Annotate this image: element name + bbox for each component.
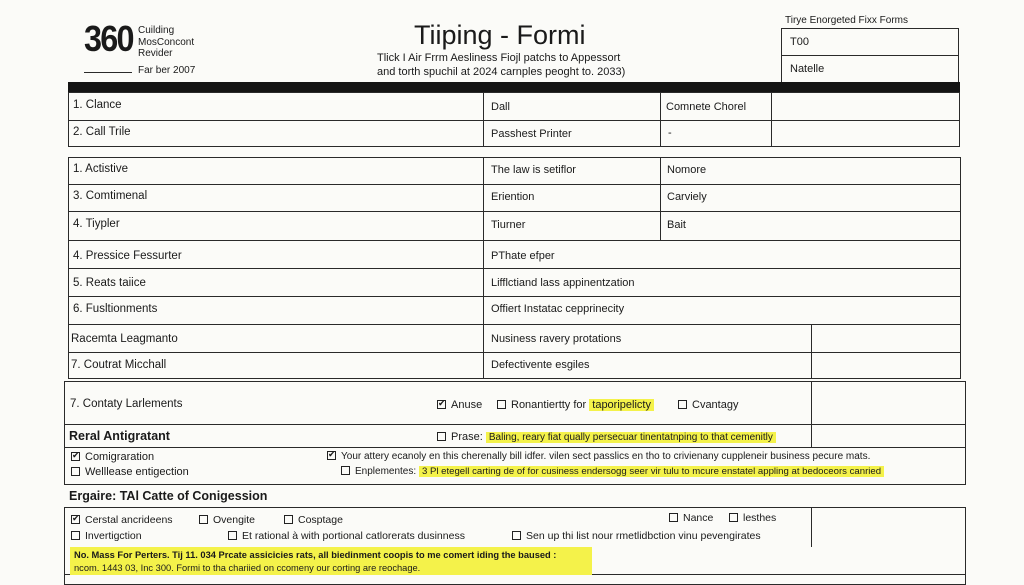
anuse-label: Anuse: [451, 399, 483, 411]
your-attery-label: Your attery ecanoly en this cherenally bill idfer. vilen sect passlics en tho to crivienany cuppleneir business pecure mats.: [341, 451, 871, 462]
s2-row-3-right[interactable]: Bait: [667, 219, 686, 231]
s1-r1-label: 1. Clance: [73, 99, 122, 111]
s3-row-3-check-1[interactable]: [71, 451, 154, 463]
taporipelicty-highlight: taporipelicty: [589, 399, 654, 411]
s2-row-1-right[interactable]: Nomore: [667, 164, 707, 176]
s3-row-1-label: 7. Contaty Larlements: [70, 398, 183, 410]
header-right-value-2[interactable]: Natelle: [790, 63, 825, 75]
page-title: Tiiping - Formi: [414, 20, 586, 50]
invertigction-label: Invertigction: [85, 530, 142, 542]
s4-col-1: [811, 507, 812, 547]
cerstal-checkbox[interactable]: [71, 515, 80, 524]
s2-row-1-mid[interactable]: The law is setiflor: [491, 164, 576, 176]
s2-div-2: [68, 211, 961, 212]
enplementes-checkbox[interactable]: [341, 466, 350, 475]
s1-r1-mid[interactable]: Dall: [491, 101, 510, 113]
signature-line: [84, 72, 132, 73]
sen-up-checkbox[interactable]: [512, 531, 521, 540]
s4-check-1[interactable]: [71, 514, 173, 526]
s2-row-5-label: 5. Reats taiice: [73, 277, 146, 289]
cvantagy-checkbox[interactable]: [678, 400, 687, 409]
page-subtitle-1: Tlick I Air Frrm Aesliness Fiojl patchs to Appessort: [377, 52, 621, 64]
s1-r1-right[interactable]: Comnete Chorel: [666, 101, 747, 113]
nance-label: Nance: [683, 512, 714, 524]
s2-row-3-mid[interactable]: Tiurner: [491, 219, 526, 231]
invertigction-checkbox[interactable]: [71, 531, 80, 540]
footer-line-1: No. Mass For Perters. Tij 11. 034 Prcate assicicies rats, all biedinment coopis to me comert iding the baused :: [74, 550, 557, 560]
header-right-title: Tirye Enorgeted Fixx Forms: [785, 15, 908, 26]
s1-col-1: [483, 92, 484, 147]
s1-r2-right[interactable]: -: [668, 127, 672, 139]
s3-row-2-check[interactable]: [437, 431, 776, 443]
s3-row-3-check-2[interactable]: [71, 466, 189, 478]
s2-row-3-label: 4. Tiypler: [73, 218, 120, 230]
cerstal-label: Cerstal ancrideens: [85, 514, 173, 526]
cosptage-label: Cosptage: [298, 514, 343, 526]
s2-row-8-mid[interactable]: Defectivente esgiles: [491, 359, 590, 371]
prase-label: Prase:: [451, 431, 483, 443]
s2-row-7-mid[interactable]: Nusiness ravery protations: [491, 333, 622, 345]
header-left-note: Far ber 2007: [138, 65, 196, 76]
ronantiertty-label: Ronantiertty for: [511, 399, 587, 411]
comigraration-checkbox[interactable]: [71, 452, 80, 461]
s2-row-8-label: 7. Coutrat Micchall: [71, 359, 167, 371]
s4-heading: Ergaire: TAl Catte of Conigession: [69, 489, 268, 503]
sen-up-label: Sen up thi list nour rmetlidbction vinu pevengirates: [526, 530, 761, 542]
s1-r2-mid[interactable]: Passhest Printer: [491, 128, 572, 140]
s3-div-1: [64, 424, 966, 425]
s4-check-8[interactable]: [512, 530, 761, 542]
cosptage-checkbox[interactable]: [284, 515, 293, 524]
logo-line-3: Revider: [138, 48, 173, 59]
s4-check-3[interactable]: [284, 514, 343, 526]
s2-row-2-mid[interactable]: Eriention: [491, 191, 535, 203]
enplementes-label: Enplementes:: [355, 466, 417, 477]
s3-row-1-check-b[interactable]: [497, 399, 654, 411]
enplementes-highlight: 3 Pl etegell carting de of for cusiness endersogg seer vir tulu to mcure enstatel appling at bedoceors canried: [419, 466, 884, 477]
s4-check-4[interactable]: [669, 512, 713, 524]
s2-row-7-label: Racemta Leagmanto: [71, 333, 178, 345]
rational-label: Et rational à with portional catlorerats dusinness: [242, 530, 465, 542]
s2-col-3: [811, 324, 812, 379]
s4-check-6[interactable]: [71, 530, 142, 542]
s2-div-3: [68, 240, 961, 241]
s1-row-divider: [68, 120, 960, 121]
s1-col-3: [771, 92, 772, 147]
footer-line-2: ncom. 1443 03, Inc 300. Formi to tha chariied on ccomeny our corting are reochage.: [74, 563, 421, 573]
s1-r2-label: 2. Call Trile: [73, 126, 131, 138]
ovengite-label: Ovengite: [213, 514, 256, 526]
page-subtitle-2: and torth spuchil at 2024 carnples peoght to. 2033): [377, 66, 626, 78]
rational-checkbox[interactable]: [228, 531, 237, 540]
s2-div-4: [68, 268, 961, 269]
your-attery-checkbox[interactable]: [327, 451, 336, 460]
s2-row-2-label: 3. Comtimenal: [73, 190, 148, 202]
logo-mark: 360: [84, 18, 133, 59]
s2-row-4-label: 4. Pressice Fessurter: [73, 250, 182, 262]
s3-row-3-check-3[interactable]: [341, 466, 884, 477]
s2-row-4-mid[interactable]: PThate efper: [491, 250, 555, 262]
s3-row-1-check[interactable]: [437, 399, 482, 411]
header-right-value-1[interactable]: T00: [790, 36, 809, 48]
s1-col-2: [660, 92, 661, 147]
s2-div-7: [68, 352, 961, 353]
s2-row-1-label: 1. Actistive: [73, 163, 128, 175]
s2-row-2-right[interactable]: Carviely: [667, 191, 707, 203]
s4-check-7[interactable]: [228, 530, 465, 542]
comigraration-label: Comigraration: [85, 451, 155, 463]
anuse-checkbox[interactable]: [437, 400, 446, 409]
s2-div-5: [68, 296, 961, 297]
s2-row-5-mid[interactable]: Lifflctiand lass appinentzation: [491, 277, 635, 289]
s2-row-6-label: 6. Fusltionments: [73, 303, 158, 315]
prase-highlight: Baling, reary fiat qually persecuar tinentatnping to that cemenitly: [486, 432, 776, 443]
s3-col-1: [811, 381, 812, 447]
logo-line-1: Cuilding: [138, 25, 175, 36]
s3-row-2-label: Reral Antigratant: [69, 429, 170, 443]
s2-div-6: [68, 324, 961, 325]
s3-row-1-check-2[interactable]: [678, 399, 738, 411]
logo-line-2: MosConcont: [138, 37, 195, 48]
s4-check-2[interactable]: [199, 514, 255, 526]
ovengite-checkbox[interactable]: [199, 515, 208, 524]
s3-row-3-text[interactable]: [327, 451, 870, 462]
s4-check-5[interactable]: [729, 512, 776, 524]
s2-col-2: [660, 157, 661, 240]
cvantagy-label: Cvantagy: [692, 399, 739, 411]
s2-div-1: [68, 184, 961, 185]
s2-col-1: [483, 157, 484, 379]
lesthes-checkbox[interactable]: [729, 513, 738, 522]
welllease-label: Welllease entigection: [85, 466, 189, 478]
header-right-divider: [781, 55, 959, 56]
s2-row-6-mid[interactable]: Offiert Instatac cepprinecity: [491, 303, 625, 315]
lesthes-label: lesthes: [743, 512, 777, 524]
s3-div-2: [64, 447, 966, 448]
welllease-checkbox[interactable]: [71, 467, 80, 476]
ronantiertty-checkbox[interactable]: [497, 400, 506, 409]
prase-checkbox[interactable]: [437, 432, 446, 441]
nance-checkbox[interactable]: [669, 513, 678, 522]
